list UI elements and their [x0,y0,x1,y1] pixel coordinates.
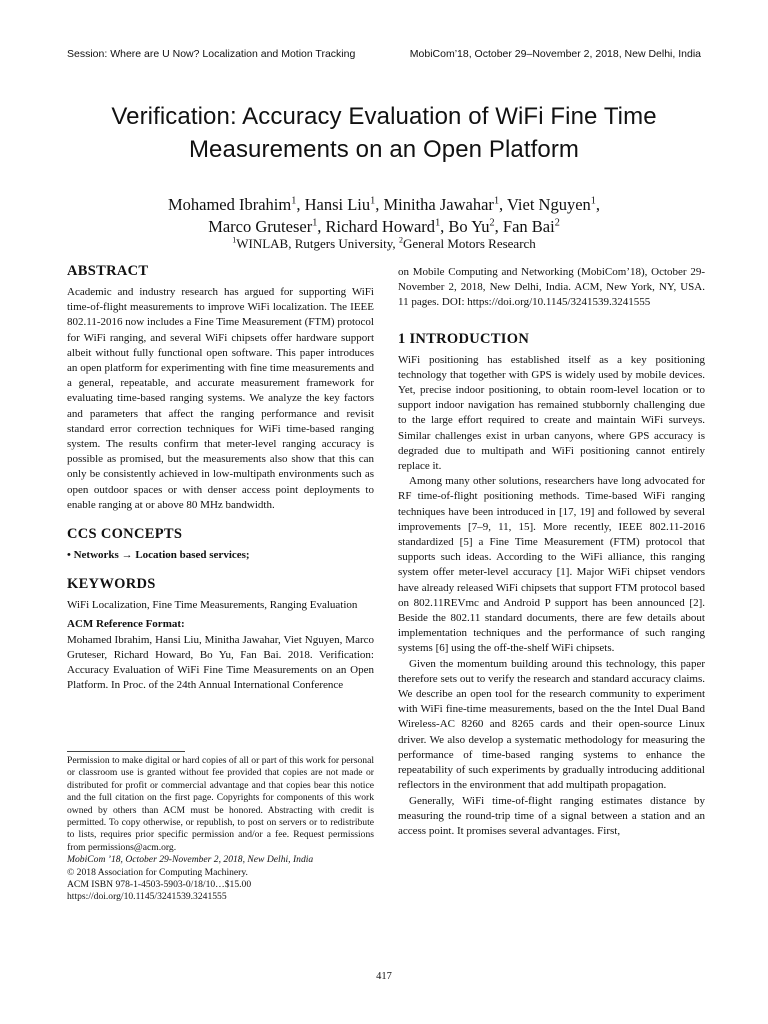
permission-block [67,751,374,904]
author-separator: , [494,217,503,236]
intro-paragraph: Generally, WiFi time-of-flight ranging estimates distance by measuring the round-trip time of a signal between a station and an access point. It promises several advantages. First, [398,794,705,837]
left-column [67,263,374,693]
intro-paragraph: Among many other solutions, researchers have long advocated for RF time-of-flight positioning methods. Time-based WiFi ranging techniques have been introduced in [17, 19] and followed by several improvements [7–9, 11, 15]. More recently, IEEE 802.11-2016 standardized [5] a Fine Time Measurement (FTM) protocol that supports such ideas. According to the WiFi alliance, this ranging system offer meter-level accuracy [1]. Major WiFi chipset vendors have already released WiFi chipsets that support FTM protocol based on 802.11REVmc and Android P support has been announced [2]. Beside the 802.11 standard documents, there are few details about implementation techniques and the performance of such ranging systems [6] using the off-the-shelf WiFi chipsets. [398,475,705,655]
ccs-text: • Networks → Location based services; [67,549,250,562]
author-affiliation-mark: 2 [554,217,560,229]
permission-text: Permission to make digital or hard copies of all or part of this work for personal or classroom use is granted without fee provided that copies are not made or distributed for profit or commercial advantage and that copies bear this notice and the full citation on the first page. Copyrights for components of this work owned by others than ACM must be honored. Abstracting with credit is permitted. To copy otherwise, or republish, to post on servers or to redistribute to lists, requires prior specific permission and/or a fee. Request permissions from permissions@acm.org. [67,755,374,853]
running-header-conference: MobiCom’18, October 29–November 2, 2018, New Delhi, India [409,48,701,60]
author-separator: , [317,217,326,236]
intro-paragraph: WiFi positioning has established itself as a key positioning technology that together with GPS is widely used by mobile devices. Yet, precise indoor positioning, to obtain room-level location or to support indoor navigation has remained stubbornly challenging due to the large effort required to create and maintain WiFi surveys. Similar challenges exist in urban canyons, where GPS accuracy is degraded due to multipath and WiFi positioning cannot entirely replace it. [398,353,705,473]
running-header-session: Session: Where are U Now? Localization and Motion Tracking [67,48,356,60]
introduction-heading: 1 INTRODUCTION [398,330,530,347]
author-separator: , [499,195,507,214]
author-affiliation-mark: 1 [312,217,318,229]
author-separator: , [375,195,384,214]
author-name: Mohamed Ibrahim [167,195,292,214]
author-name: Minitha Jawahar [383,195,494,214]
acm-reference-label: ACM Reference Format: [67,618,185,631]
right-column [398,265,705,839]
author-separator: , [595,195,601,214]
author-affiliation-mark: 1 [370,195,376,207]
keywords-heading: KEYWORDS [67,576,156,593]
affiliation-name: WINLAB, Rutgers University, [236,236,399,251]
affiliations [40,236,728,252]
author-name: Richard Howard [325,217,436,236]
acm-reference-continued: on Mobile Computing and Networking (MobiCom’18), October 29-November 2, 2018, New Delhi, India. ACM, New York, NY, USA. 11 pages. DOI: https://doi.org/10.1145/3241539.3241555 [398,266,705,309]
author-line-1 [40,194,728,216]
footnote-rule [67,751,185,752]
page-number: 417 [376,971,392,982]
author-name: Marco Gruteser [208,217,313,236]
acm-reference-text: Mohamed Ibrahim, Hansi Liu, Minitha Jawahar, Viet Nguyen, Marco Gruteser, Richard Howard, Bo Yu, Fan Bai. 2018. Verification: Accuracy Evaluation of WiFi Fine Time Measurements on an Open Platform. In Proc. of the 24th Annual International Conference [67,633,374,692]
affiliation-mark: 1 [232,235,237,245]
author-line-2 [40,216,728,238]
author-affiliation-mark: 1 [590,195,596,207]
paper-title [40,100,728,166]
author-name: Hansi Liu [304,195,371,214]
author-separator: , [296,195,305,214]
author-affiliation-mark: 1 [493,195,500,207]
affiliation-mark: 2 [398,235,403,245]
permission-isbn: ACM ISBN 978-1-4503-5903-0/18/10…$15.00 [67,879,252,891]
permission-venue: MobiCom ’18, October 29-November 2, 2018, New Delhi, India [67,854,314,866]
abstract-heading: ABSTRACT [67,263,149,279]
author-name: Viet Nguyen [507,195,591,214]
affiliation-name: General Motors Research [402,236,536,251]
author-affiliation-mark: 2 [489,217,495,229]
permission-copyright: © 2018 Association for Computing Machinery. [67,866,248,878]
author-list [40,194,728,238]
author-name: Bo Yu [448,217,490,236]
keywords-text: WiFi Localization, Fine Time Measurements, Ranging Evaluation [67,599,358,612]
author-name: Fan Bai [502,217,555,236]
author-affiliation-mark: 1 [435,217,441,229]
title-line-2: Measurements on an Open Platform [188,136,580,163]
author-separator: , [440,217,449,236]
ccs-heading: CCS CONCEPTS [67,526,183,543]
abstract-text: Academic and industry research has argued for supporting WiFi time-of-flight measurements to improve WiFi localization. The IEEE 802.11-2016 now includes a Fine Time Measurement (FTM) protocol for WiFi ranging, and several WiFi chipsets offer hardware support albeit without fully functional open software. This paper introduces an open platform for experimenting with fine time measurements and a general, repeatable, and accurate measurement framework for evaluating time-based ranging systems. We analyze the key factors and parameters that affect the ranging performance and revisit standard error correction techniques for WiFi time-based ranging system. The results confirm that meter-level ranging accuracy is possible as promised, but the measurements also show that this can only be consistently achieved in low-multipath environments such as open outdoor spaces or with denser access point deployments to enable ranging at or above 80 MHz bandwidth. [67,286,374,511]
author-affiliation-mark: 1 [291,195,297,207]
permission-doi: https://doi.org/10.1145/3241539.3241555 [67,891,227,903]
intro-paragraph: Given the momentum building around this technology, this paper therefore sets out to verify the research and standard accuracy claims. We describe an open tool for the research community to experiment with WiFi fine-time measurements, based on the the Intel Dual Band Wireless-AC 8260 and 8265 cards and their open-source Linux driver. We also develop a systematic methodology for measuring the performance of time-based ranging systems to enhance the repeatability of such experiments by gradually introducing additional reflectors in the environment that add multipath propagation. [398,657,705,792]
title-line-1: Verification: Accuracy Evaluation of WiFi Fine Time [111,103,657,130]
